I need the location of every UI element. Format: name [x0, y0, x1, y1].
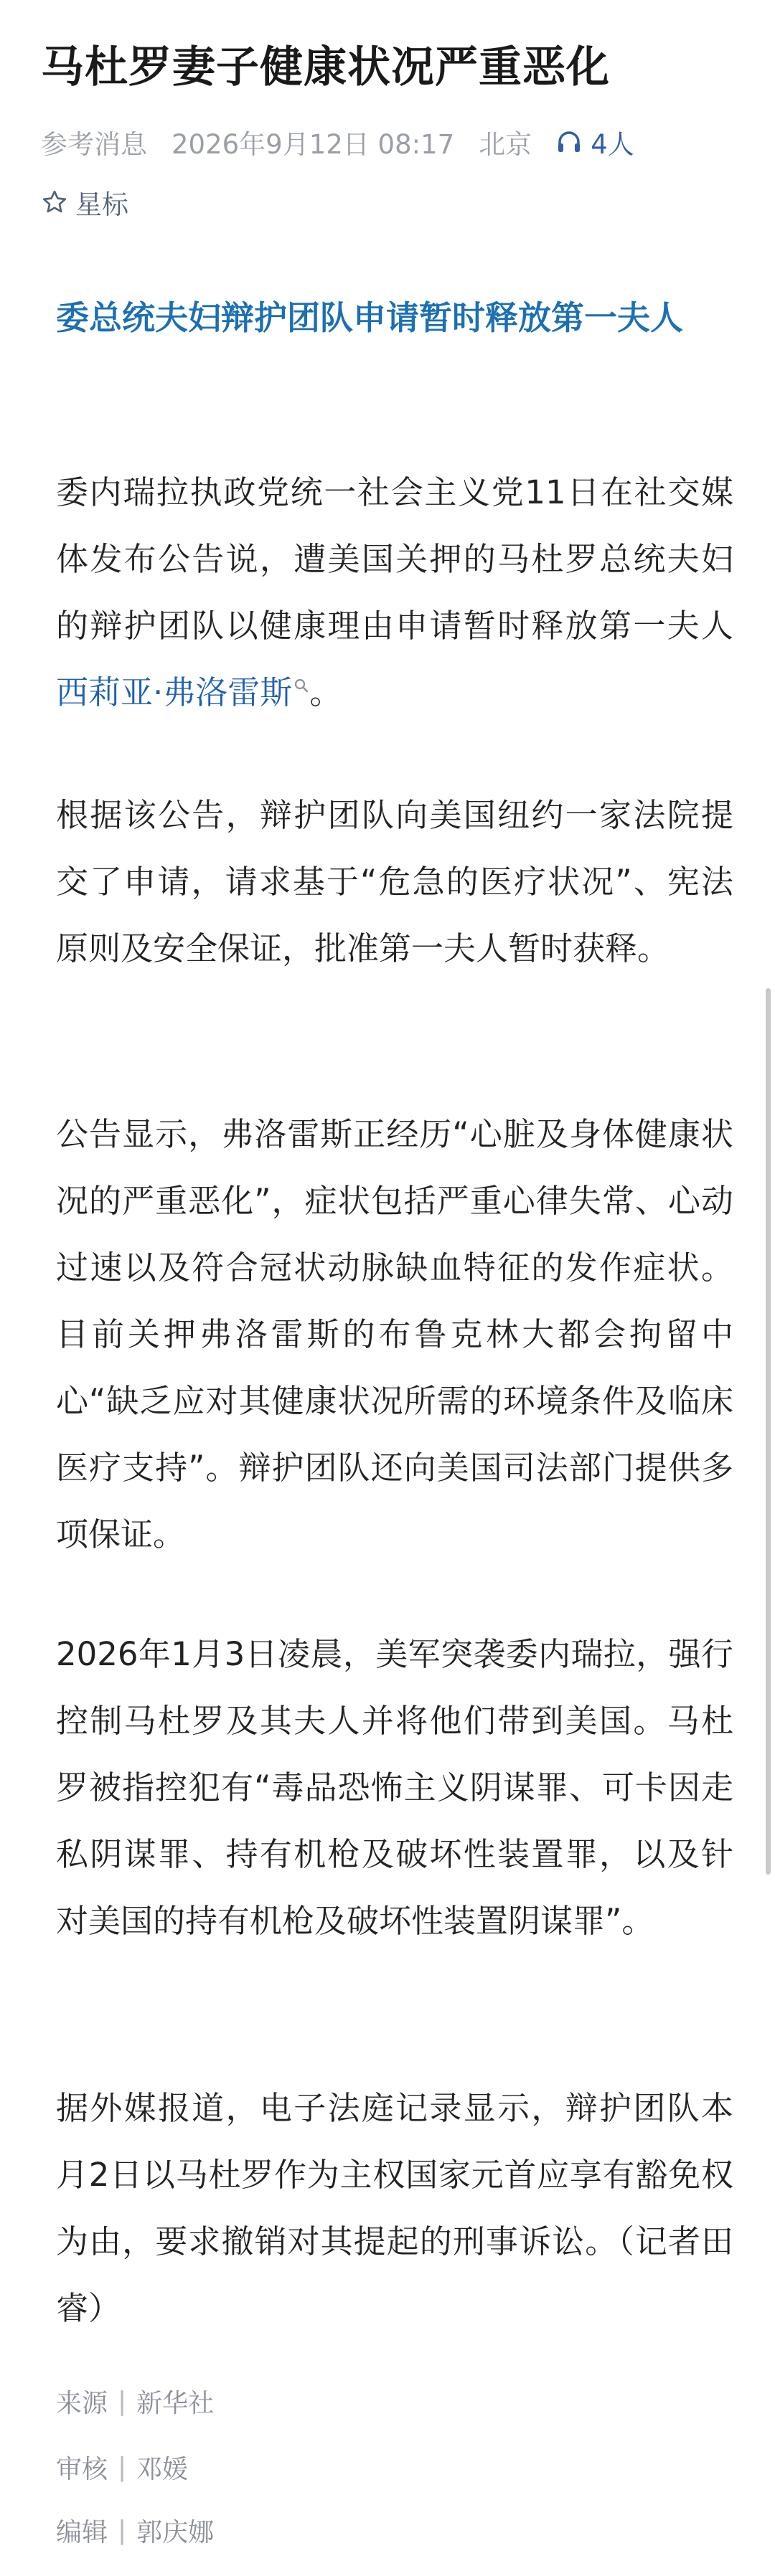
meta-location: 北京	[479, 129, 532, 160]
credit-source-label: 来源	[56, 2388, 108, 2418]
paragraph-1	[56, 459, 733, 726]
credit-separator: |	[118, 2386, 127, 2416]
paragraph-2: 根据该公告，辩护团队向美国纽约一家法院提交了申请，请求基于“危急的医疗状况”、宪法原则及安全保证，批准第一夫人暂时获释。	[56, 796, 733, 967]
meta-datetime: 2026年9月12日 08:17	[172, 129, 455, 160]
paragraph-1-end: 。	[309, 673, 342, 711]
headphones-icon	[556, 130, 582, 154]
credit-review	[56, 2445, 702, 2489]
credit-editor-label: 编辑	[56, 2517, 108, 2547]
paragraph-3: 公告显示，弗洛雷斯正经历“心脏及身体健康状况的严重恶化”，症状包括严重心律失常、心动过速以及符合冠状动脉缺血特征的发作症状。目前关押弗洛雷斯的布鲁克林大都会拘留中心“缺乏应对其健康状况所需的环境条件及临床医疗支持”。辩护团队还向美国司法部门提供多项保证。	[56, 1115, 733, 1553]
credit-editor-value: 郭庆娜	[136, 2517, 215, 2547]
credit-source	[56, 2380, 702, 2423]
bookmark-label: 星标	[75, 189, 128, 220]
search-icon	[293, 678, 309, 693]
person-link-label: 西莉亚·弗洛雷斯	[56, 673, 293, 711]
credit-review-label: 审核	[56, 2454, 108, 2484]
credit-review-value: 邓媛	[136, 2454, 189, 2484]
bookmark-button[interactable]	[41, 182, 128, 222]
paragraph-1-text: 委内瑞拉执政党统一社会主义党11日在社交媒体发布公告说，遭美国关押的马杜罗总统夫妇的辩护团队以健康理由申请暂时释放第一夫人	[56, 473, 733, 645]
meta-source[interactable]: 参考消息	[41, 129, 147, 160]
credit-source-value: 新华社	[136, 2388, 215, 2418]
person-link[interactable]	[56, 673, 309, 711]
credit-editor	[56, 2509, 702, 2552]
scrollbar-thumb[interactable]	[766, 988, 771, 1875]
paragraph-4: 2026年1月3日凌晨，美军突袭委内瑞拉，强行控制马杜罗及其夫人并将他们带到美国。马杜罗被指控犯有“毒品恐怖主义阴谋罪、可卡因走私阴谋罪、持有机枪及破坏性装置罪，以及针对美国的持有机枪及破坏性装置阴谋罪”。	[56, 1635, 733, 1940]
credit-separator: |	[118, 2452, 127, 2482]
paragraph-5: 据外媒报道，电子法庭记录显示，辩护团队本月2日以马杜罗作为主权国家元首应享有豁免权为由，要求撤销对其提起的刑事诉讼。（记者田睿）	[56, 2089, 733, 2327]
star-outline-icon	[41, 189, 68, 216]
listen-button[interactable]	[556, 123, 659, 161]
credit-separator: |	[118, 2515, 127, 2545]
article-meta	[41, 120, 683, 164]
listener-count: 4人	[591, 129, 634, 160]
article-title: 马杜罗妻子健康状况严重恶化	[41, 42, 610, 93]
article-subhead: 委总统夫妇辩护团队申请暂时释放第一夫人	[56, 298, 683, 337]
